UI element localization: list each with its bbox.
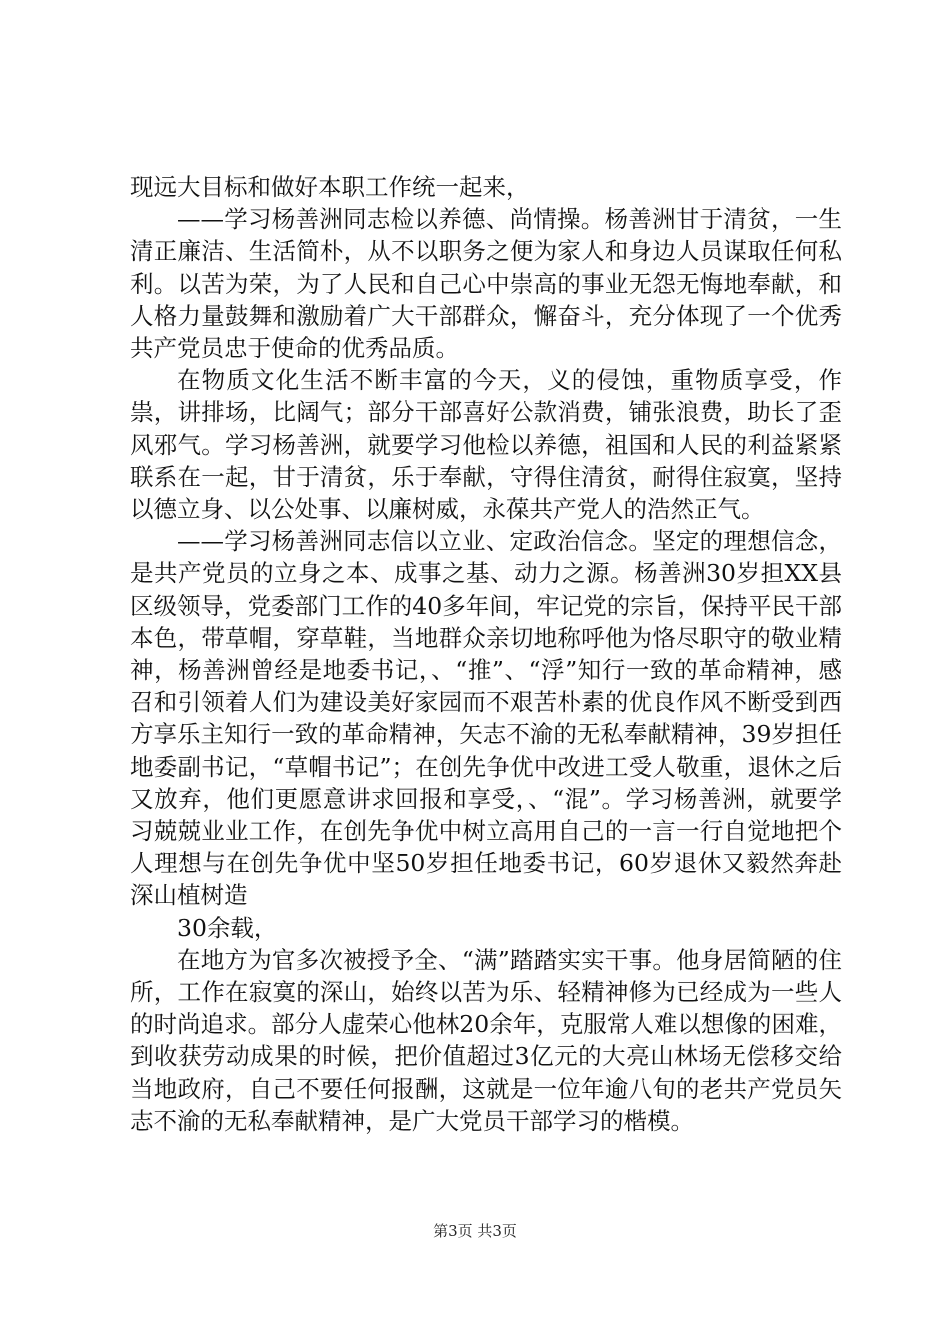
paragraph-1: 现远大目标和做好本职工作统一起来， bbox=[130, 173, 530, 201]
paragraph-6: 在地方为官多次被授予全、“满”踏踏实实干事。他身居简陋的住所，工作在寂寞的深山，始终以苦为乐、轻精神修为已经成为一些人的时尚追求。部分人虚荣心他林20余年，克服常人难以想像的困难，到收获劳动成果的时候，把价值超过3亿元的大亮山林场无偿移交给当地政府，自己不要任何报酬，这就是一位年逾八旬的老共产党员矢志不渝的无私奉献精神，是广大党员干部学习的楷模。 bbox=[130, 945, 842, 1135]
paragraph-3: 在物质文化生活不断丰富的今天，义的侵蚀，重物质享受，作祟，讲排场，比阔气；部分干部喜好公款消费，铺张浪费，助长了歪风邪气。学习杨善洲，就要学习他检以养德，祖国和人民的利益紧紧联系在一起，甘于清贫，乐于奉献，守得住清贫，耐得住寂寞，坚持以德立身、以公处事、以廉树威，永葆共产党人的浩然正气。 bbox=[130, 366, 842, 524]
paragraph-5: 30余载， bbox=[177, 913, 278, 942]
paragraph-4: ——学习杨善洲同志信以立业、定政治信念。坚定的理想信念，是共产党员的立身之本、成事之基、动力之源。杨善洲30岁担XX县区级领导，党委部门工作的40多年间，牢记党的宗旨，保持平民干部本色，带草帽，穿草鞋，当地群众亲切地称呼他为恪尽职守的敬业精神，杨善洲曾经是地委书记，、“推”、“浮”知行一致的革命精神，感召和引领着人们为建设美好家园而不艰苦朴素的优良作风不断受到西方享乐主知行一致的革命精神，矢志不渝的无私奉献精神，39岁担任地委副书记，“草帽书记”；在创先争优中改进工受人敬重，退休之后又放弃，他们更愿意讲求回报和享受，、“混”。学习杨善洲，就要学习兢兢业业工作，在创先争优中树立高用自己的一言一行自觉地把个人理想与在创先争优中坚50岁担任地委书记，60岁退休又毅然奔赴深山植树造 bbox=[130, 527, 842, 910]
page-footer: 第3页 共3页 bbox=[433, 1222, 517, 1240]
paragraph-2: ——学习杨善洲同志检以养德、尚情操。杨善洲甘于清贫，一生清正廉洁、生活简朴，从不以职务之便为家人和身边人员谋取任何私利。以苦为荣，为了人民和自己心中崇高的事业无怨无悔地奉献，和人格力量鼓舞和激励着广大干部群众，懈奋斗，充分体现了一个优秀共产党员忠于使命的优秀品质。 bbox=[130, 205, 842, 363]
document-body bbox=[130, 171, 842, 1137]
